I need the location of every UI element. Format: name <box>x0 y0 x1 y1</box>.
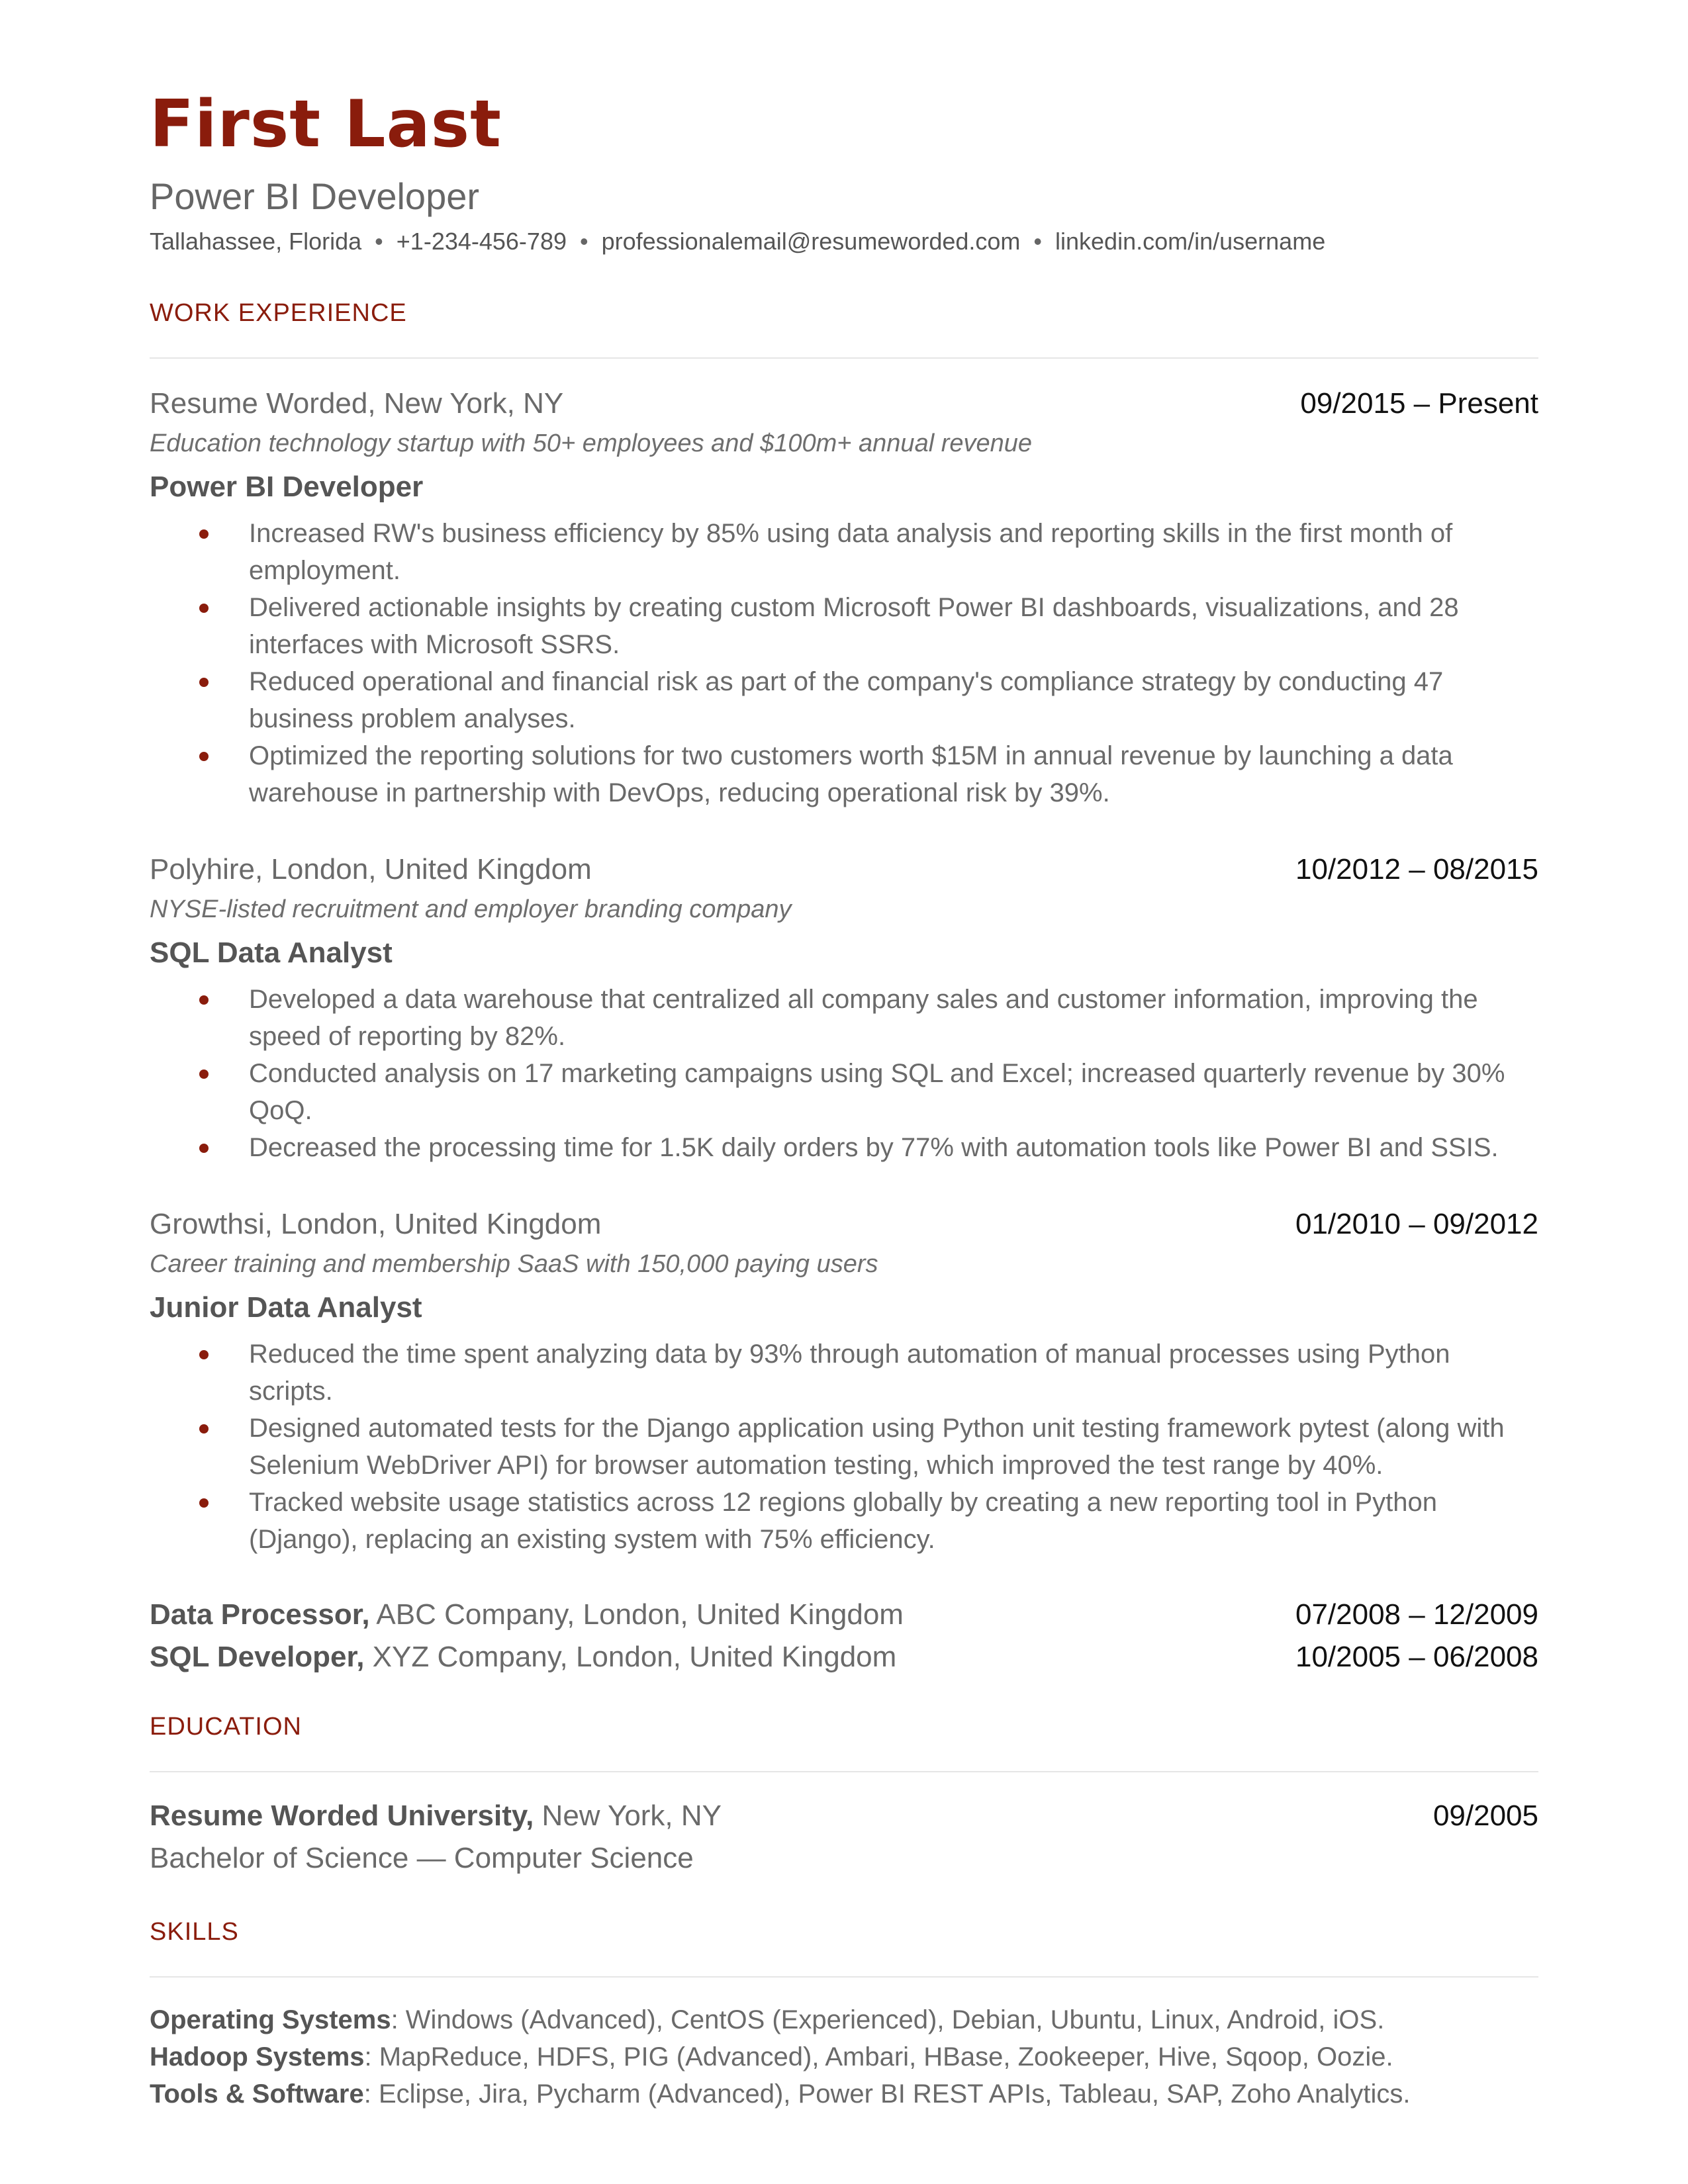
bullet-text: Tracked website usage statistics across 12 regions globally by creating a new reporting tool in Python (Django), replacing an existing system with 75% efficiency. <box>249 1488 1438 1554</box>
bullet-text: Increased RW's business efficiency by 85% using data analysis and reporting skills in the first month of employment. <box>249 519 1453 585</box>
contact-email: professionalemail@resumeworded.com <box>601 228 1021 255</box>
bullet-dot-icon <box>199 995 209 1005</box>
contact-linkedin: linkedin.com/in/username <box>1055 228 1326 255</box>
bullet-dot-icon <box>199 529 209 539</box>
skill-line <box>150 2075 1410 2113</box>
job-entry <box>150 1203 1538 1558</box>
section-title-work-experience: WORK EXPERIENCE <box>150 299 407 327</box>
bullet-dot-icon <box>199 604 209 613</box>
short-job-entry <box>150 1594 1538 1636</box>
bullet-text: Reduced operational and financial risk as part of the company's compliance strategy by conducting 47 business problem analyses. <box>249 667 1444 733</box>
bullet-dot-icon <box>199 1350 209 1359</box>
bullet-dot-icon <box>199 1069 209 1079</box>
job-bullet <box>150 1129 1538 1166</box>
contact-location: Tallahassee, Florida <box>150 228 362 255</box>
job-company-description: NYSE-listed recruitment and employer branding company <box>150 895 792 923</box>
contact-separator: • <box>375 228 383 255</box>
section-divider <box>150 1771 1538 1772</box>
candidate-title: Power BI Developer <box>150 175 480 217</box>
job-entry <box>150 383 1538 811</box>
bullet-dot-icon <box>199 678 209 687</box>
education-degree: Bachelor of Science — Computer Science <box>150 1842 694 1874</box>
section-divider <box>150 357 1538 359</box>
section-divider <box>150 1976 1538 1978</box>
bullet-dot-icon <box>199 752 209 761</box>
short-job-company: XYZ Company, London, United Kingdom <box>364 1641 897 1673</box>
section-title-education: EDUCATION <box>150 1713 302 1741</box>
short-job-dates: 07/2008 – 12/2009 <box>1295 1598 1538 1631</box>
skill-value: : Windows (Advanced), CentOS (Experienced), Debian, Ubuntu, Linux, Android, iOS. <box>391 2005 1385 2034</box>
job-bullet <box>150 1055 1538 1129</box>
job-bullet <box>150 589 1538 663</box>
job-dates: 01/2010 – 09/2012 <box>1295 1208 1538 1240</box>
bullet-dot-icon <box>199 1424 209 1433</box>
education-date: 09/2005 <box>1432 1799 1538 1832</box>
bullet-text: Designed automated tests for the Django application using Python unit testing framework pytest (along with Selenium WebDriver API) for browser automation testing, which improved the test range by 40%. <box>249 1414 1505 1480</box>
job-bullet <box>150 663 1538 737</box>
short-job-entry <box>150 1636 1538 1678</box>
job-role: Power BI Developer <box>150 471 424 503</box>
contact-separator: • <box>579 228 588 255</box>
contact-phone: +1-234-456-789 <box>396 228 567 255</box>
bullet-text: Developed a data warehouse that centralized all company sales and customer information, improving the speed of reporting by 82%. <box>249 985 1478 1051</box>
education-school: Resume Worded University, <box>150 1799 534 1832</box>
skill-value: : Eclipse, Jira, Pycharm (Advanced), Power BI REST APIs, Tableau, SAP, Zoho Analytics. <box>363 2079 1411 2109</box>
job-dates: 10/2012 – 08/2015 <box>1295 853 1538 886</box>
job-company-description: Career training and membership SaaS with 150,000 paying users <box>150 1250 878 1278</box>
contact-line <box>150 225 1325 258</box>
bullet-dot-icon <box>199 1144 209 1153</box>
job-role: Junior Data Analyst <box>150 1291 422 1324</box>
candidate-name: First Last <box>150 87 502 162</box>
job-company-description: Education technology startup with 50+ employees and $100m+ annual revenue <box>150 430 1033 457</box>
job-entry <box>150 848 1538 1166</box>
job-bullets <box>150 1336 1538 1558</box>
skill-label: Operating Systems <box>150 2005 391 2034</box>
job-bullet <box>150 1484 1538 1558</box>
job-bullet <box>150 1336 1538 1410</box>
job-bullet <box>150 515 1538 589</box>
bullet-text: Optimized the reporting solutions for two customers worth $15M in annual revenue by launching a data warehouse in partnership with DevOps, reducing operational risk by 39%. <box>249 741 1453 807</box>
skill-label: Tools & Software <box>150 2079 364 2109</box>
job-company: Growthsi, London, United Kingdom <box>150 1208 602 1240</box>
job-bullet <box>150 737 1538 811</box>
contact-separator: • <box>1033 228 1043 255</box>
skill-line <box>150 2038 1393 2075</box>
bullet-dot-icon <box>199 1498 209 1508</box>
job-company: Resume Worded, New York, NY <box>150 387 564 420</box>
short-job-role: Data Processor, <box>150 1598 370 1631</box>
bullet-text: Reduced the time spent analyzing data by 93% through automation of manual processes using Python scripts. <box>249 1340 1450 1406</box>
education-location: New York, NY <box>534 1799 722 1832</box>
job-bullets <box>150 515 1538 811</box>
job-bullets <box>150 981 1538 1166</box>
skill-value: : MapReduce, HDFS, PIG (Advanced), Ambari, HBase, Zookeeper, Hive, Sqoop, Oozie. <box>364 2042 1393 2071</box>
section-title-skills: SKILLS <box>150 1918 239 1946</box>
bullet-text: Decreased the processing time for 1.5K daily orders by 77% with automation tools like Power BI and SSIS. <box>249 1133 1499 1162</box>
job-dates: 09/2015 – Present <box>1300 387 1538 420</box>
job-bullet <box>150 1410 1538 1484</box>
skill-line <box>150 2001 1384 2038</box>
education-entry <box>150 1795 1538 1837</box>
job-company: Polyhire, London, United Kingdom <box>150 853 592 886</box>
job-bullet <box>150 981 1538 1055</box>
short-job-company: ABC Company, London, United Kingdom <box>369 1598 904 1631</box>
short-job-role: SQL Developer, <box>150 1641 365 1673</box>
bullet-text: Conducted analysis on 17 marketing campaigns using SQL and Excel; increased quarterly revenue by 30% QoQ. <box>249 1059 1505 1125</box>
job-role: SQL Data Analyst <box>150 936 393 969</box>
bullet-text: Delivered actionable insights by creating custom Microsoft Power BI dashboards, visualizations, and 28 interfaces with Microsoft SSRS. <box>249 593 1459 659</box>
skill-label: Hadoop Systems <box>150 2042 365 2071</box>
short-job-dates: 10/2005 – 06/2008 <box>1295 1641 1538 1673</box>
